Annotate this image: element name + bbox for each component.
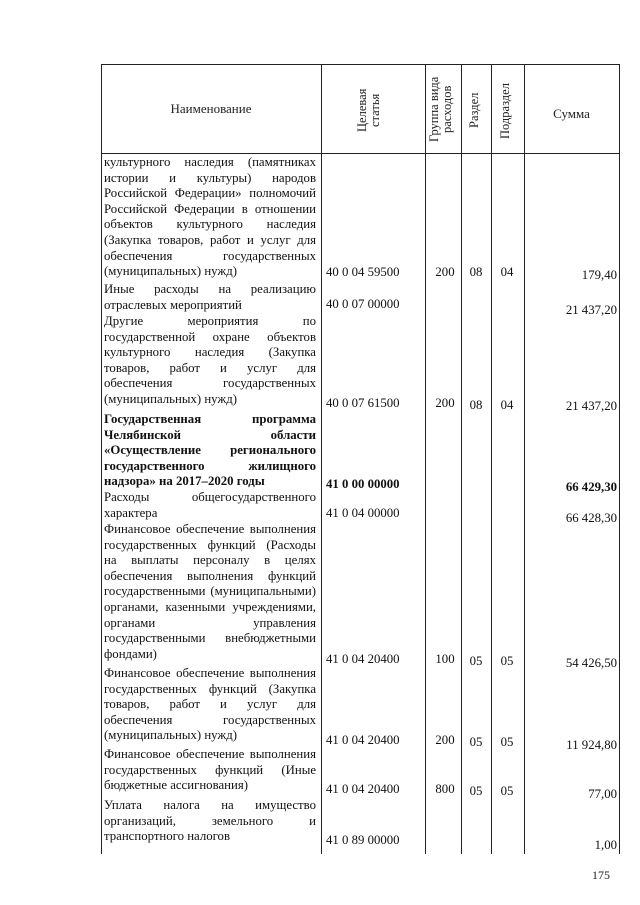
row-name: культурного наследия (памятниках истории и культуры) народов Российской Федерации» полномочий Российской Федерации в отношении объектов культурного наследия (Закупка товаров, работ и услуг для обеспечения государственных (муниципальных) нужд): [104, 155, 316, 279]
row-subsection: 04: [500, 265, 514, 279]
column-divider-left: [101, 64, 102, 854]
row-code: 40 0 07 00000: [326, 297, 400, 311]
row-subsection: 04: [500, 398, 514, 412]
row-name: Финансовое обеспечение выполнения государственных функций (Расходы на выплаты персоналу в целях обеспечения выполнения функций государственными (муниципальными) органами, казенными учреждениями, органами управления государственными внебюджетными фондами): [104, 522, 316, 661]
row-group: 200: [435, 396, 455, 410]
row-name: Расходы общегосударственного характера: [104, 490, 316, 520]
row-name: Иные расходы на реализацию отраслевых мероприятий: [104, 282, 316, 312]
row-amount: 1,00: [594, 838, 617, 852]
row-amount: 66 429,30: [565, 480, 617, 494]
header-subsection: Подраздел: [498, 83, 512, 139]
row-name: Финансовое обеспечение выполнения государственных функций (Иные бюджетные ассигнования): [104, 747, 316, 793]
row-code: 41 0 04 20400: [326, 733, 400, 747]
row-code: 40 0 04 59500: [326, 265, 400, 279]
row-amount: 21 437,20: [565, 303, 617, 317]
row-code: 40 0 07 61500: [326, 396, 400, 410]
column-divider-right: [619, 64, 620, 854]
row-code: 41 0 00 00000: [326, 477, 400, 491]
row-code: 41 0 04 20400: [326, 782, 400, 796]
row-amount: 77,00: [588, 787, 617, 801]
header-section: Раздел: [467, 92, 481, 128]
row-section: 05: [469, 654, 483, 668]
row-code: 41 0 04 00000: [326, 506, 400, 520]
row-name: Другие мероприятия по государственной охране объектов культурного наследия (Закупка товаров, работ и услуг для обеспечения государственных (муниципальных) нужд): [104, 314, 316, 406]
row-group: 200: [435, 265, 455, 279]
header-code: Целевая статья: [355, 88, 382, 132]
row-code: 41 0 89 00000: [326, 833, 400, 847]
row-amount: 54 426,50: [565, 656, 617, 670]
row-section: 08: [469, 398, 483, 412]
header-bottom-border: [101, 153, 619, 154]
row-amount: 11 924,80: [566, 738, 617, 752]
page-number: 175: [592, 868, 610, 882]
row-subsection: 05: [500, 784, 514, 798]
row-subsection: 05: [500, 735, 514, 749]
header-group: Группа вида расходов: [427, 76, 454, 142]
row-amount: 179,40: [581, 268, 617, 282]
row-subsection: 05: [500, 654, 514, 668]
row-amount: 66 428,30: [565, 511, 617, 525]
row-name: Уплата налога на имущество организаций, земельного и транспортного налогов: [104, 798, 316, 844]
row-section: 05: [469, 735, 483, 749]
row-amount: 21 437,20: [565, 399, 617, 413]
column-divider-code: [425, 64, 426, 854]
row-name: Финансовое обеспечение выполнения государственных функций (Закупка товаров, работ и услуг для обеспечения государственных (муниципальных) нужд): [104, 666, 316, 743]
table-top-border: [101, 64, 619, 65]
row-group: 100: [435, 652, 455, 666]
header-name: Наименование: [170, 101, 252, 116]
header-amount: Сумма: [553, 106, 590, 121]
row-group: 800: [435, 782, 455, 796]
column-divider-name: [321, 64, 322, 854]
row-section: 08: [469, 265, 483, 279]
row-section: 05: [469, 784, 483, 798]
row-code: 41 0 04 20400: [326, 652, 400, 666]
column-divider-subsection: [524, 64, 525, 854]
row-name: Государственная программа Челябинской области «Осуществление регионального государственного жилищного надзора» на 2017–2020 годы: [104, 412, 316, 489]
row-group: 200: [435, 733, 455, 747]
